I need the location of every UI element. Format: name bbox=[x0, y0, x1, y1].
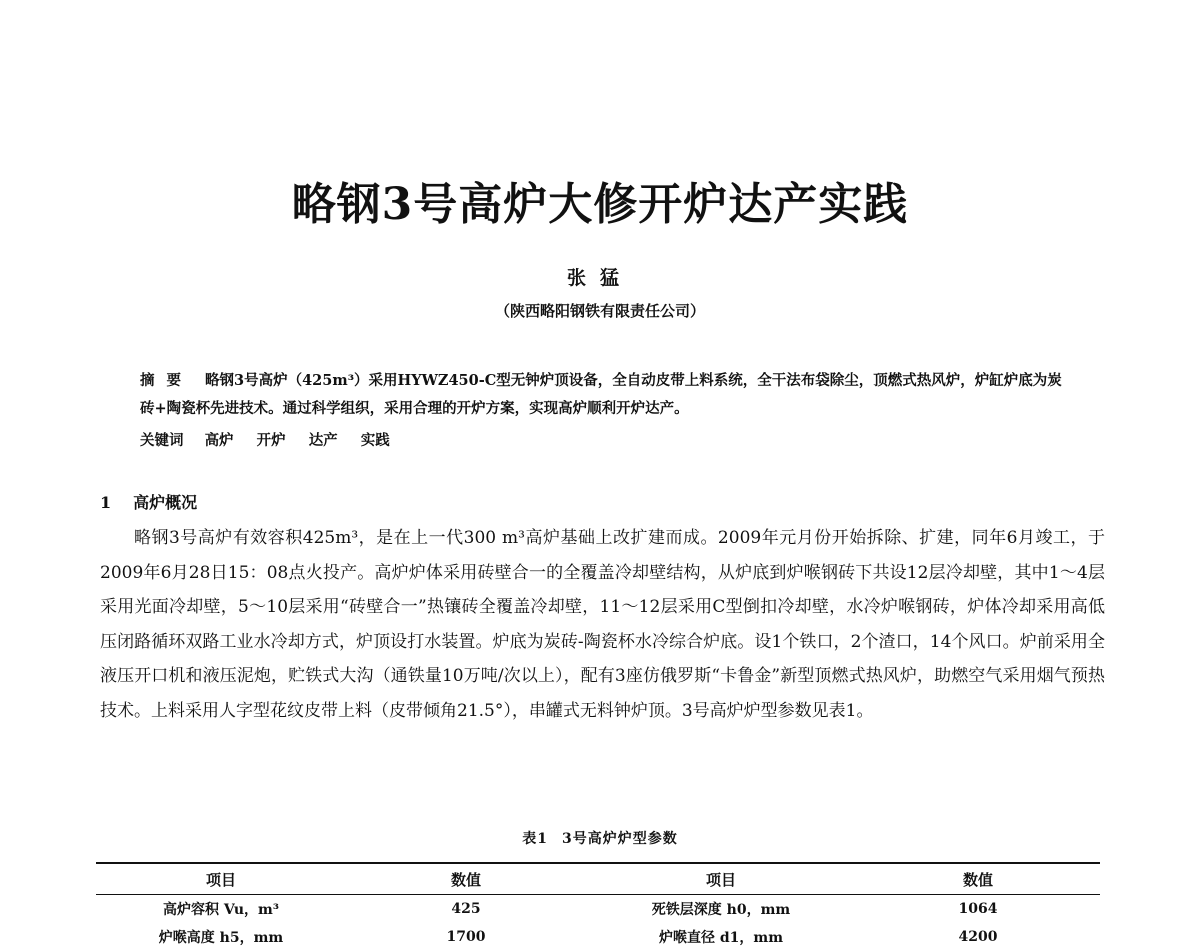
section-number: 1 bbox=[100, 493, 112, 512]
abstract bbox=[140, 367, 1070, 423]
table-cell: 死铁层深度 h0，mm bbox=[651, 902, 791, 918]
section-heading bbox=[100, 490, 197, 513]
table-cell: 炉喉高度 h5，mm bbox=[158, 930, 284, 946]
table-cell: 1064 bbox=[958, 901, 998, 917]
paper-title: 略钢3号高炉大修开炉达产实践 bbox=[291, 179, 909, 230]
keyword: 高炉 bbox=[204, 432, 234, 449]
author-affiliation: （陕西略阳钢铁有限责任公司） bbox=[494, 302, 705, 320]
section-paragraph: 略钢3号高炉有效容积425m³，是在上一代300 m³高炉基础上改扩建而成。2009年元月份开始拆除、扩建，同年6月竣工，于2009年6月28日15：08点火投产。高炉炉体采用砖壁合一的全覆盖冷却壁结构，从炉底到炉喉钢砖下共设12层冷却壁，其中1～4层采用光面冷却壁，5～10层采用“砖壁合一”热镶砖全覆盖冷却壁，11～12层采用C型倒扣冷却壁，水冷炉喉钢砖，炉体冷却采用高低压闭路循环双路工业水冷却方式，炉顶设打水装置。炉底为炭砖-陶瓷杯水冷综合炉底。设1个铁口，2个渣口，14个风口。炉前采用全液压开口机和液压泥炮，贮铁式大沟（通铁量10万吨/次以上），配有3座仿俄罗斯“卡鲁金”新型顶燃式热风炉，助燃空气采用烟气预热技术。上料采用人字型花纹皮带上料（皮带倾角21.5°），串罐式无料钟炉顶。3号高炉炉型参数见表1。 bbox=[100, 528, 1105, 721]
keywords bbox=[140, 429, 1070, 450]
keyword: 开炉 bbox=[256, 432, 286, 449]
table-header: 数值 bbox=[450, 870, 481, 889]
table-cell: 4200 bbox=[958, 929, 998, 945]
table-cell: 高炉容积 Vu，m³ bbox=[163, 902, 279, 918]
keyword: 达产 bbox=[308, 432, 338, 449]
section-title: 高炉概况 bbox=[133, 493, 198, 512]
furnace-parameters-table bbox=[96, 862, 1100, 951]
table-cell: 1700 bbox=[446, 929, 486, 945]
table-header: 项目 bbox=[705, 870, 736, 889]
table-header: 数值 bbox=[962, 870, 993, 889]
abstract-text: 略钢3号高炉（425m³）采用HYWZ450-C型无钟炉顶设备，全自动皮带上料系统，全干法布袋除尘，顶燃式热风炉，炉缸炉底为炭砖+陶瓷杯先进技术。通过科学组织，采用合理的开炉方案，实现高炉顺利开炉达产。 bbox=[140, 372, 1062, 417]
table-row bbox=[96, 895, 1100, 924]
table-header-row bbox=[96, 863, 1100, 895]
keywords-label: 关键词 bbox=[140, 432, 184, 449]
table-number: 表1 bbox=[522, 831, 548, 847]
keyword: 实践 bbox=[360, 432, 390, 449]
table-cell: 炉喉直径 d1，mm bbox=[658, 930, 784, 946]
table-caption-text: 3号高炉炉型参数 bbox=[562, 831, 678, 847]
table-caption bbox=[0, 828, 1200, 848]
table-row bbox=[96, 923, 1100, 951]
table-header: 项目 bbox=[205, 870, 236, 889]
table-cell: 425 bbox=[451, 901, 481, 917]
abstract-label: 摘要 bbox=[140, 372, 193, 389]
author-name: 张猛 bbox=[566, 267, 633, 289]
